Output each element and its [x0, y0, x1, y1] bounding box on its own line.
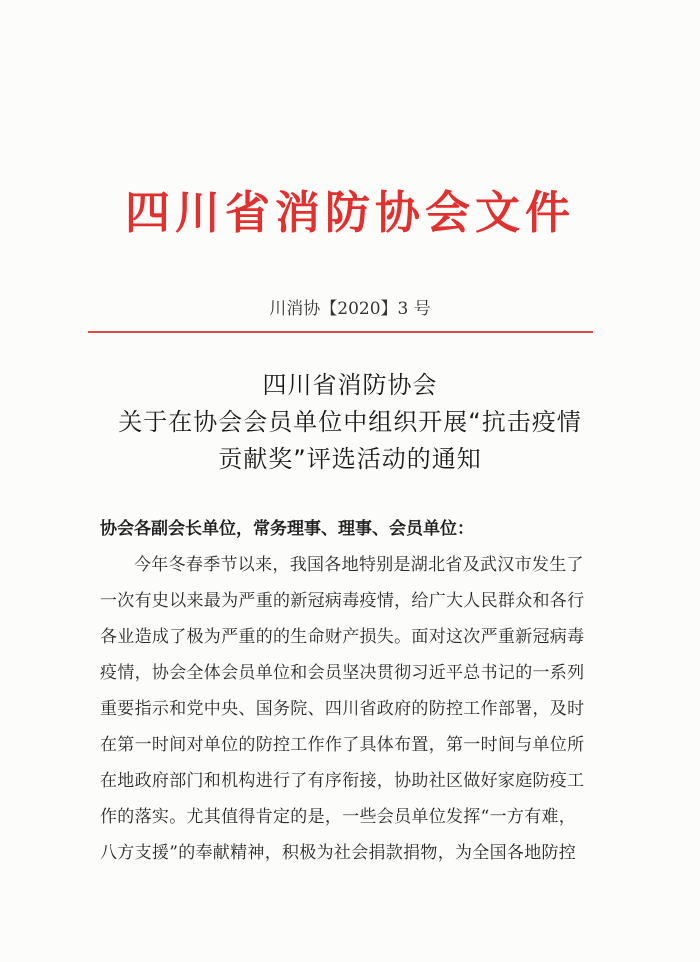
body-paragraph-line: 重要指示和党中央、国务院、四川省政府的防控工作部署，及时 [100, 699, 585, 719]
body-paragraph-line: 在地政府部门和机构进行了有序衔接，协助社区做好家庭防疫工 [100, 771, 585, 791]
notice-title-line-1: 四川省消防协会 [262, 371, 438, 399]
masthead-title: 四川省消防协会文件 [124, 186, 575, 239]
notice-title-line-3: 贡献奖”评选活动的通知 [218, 445, 482, 473]
body-paragraph-line: 八方支援”的奉献精神，积极为社会捐款捐物，为全国各地防控 [100, 843, 577, 863]
salutation: 协会各副会长单位，常务理事、理事、会员单位： [100, 519, 474, 539]
document-number: 川消协【2020】3 号 [269, 299, 431, 319]
body-paragraph-line: 今年冬春季节以来，我国各地特别是湖北省及武汉市发生了 [134, 555, 584, 575]
body-paragraph-line: 疫情，协会全体会员单位和会员坚决贯彻习近平总书记的一系列 [100, 663, 585, 683]
notice-title-line-2: 关于在协会会员单位中组织开展“抗击疫情 [118, 408, 582, 436]
body-paragraph-line: 一次有史以来最为严重的新冠病毒疫情，给广大人民群众和各行 [100, 591, 585, 611]
red-divider-line [88, 331, 593, 333]
body-paragraph-line: 作的落实。尤其值得肯定的是，一些会员单位发挥“一方有难， [100, 807, 577, 827]
body-paragraph-line: 各业造成了极为严重的的生命财产损失。面对这次严重新冠病毒 [100, 627, 585, 647]
body-paragraph-line: 在第一时间对单位的防控工作作了具体布置，第一时间与单位所 [100, 735, 585, 755]
